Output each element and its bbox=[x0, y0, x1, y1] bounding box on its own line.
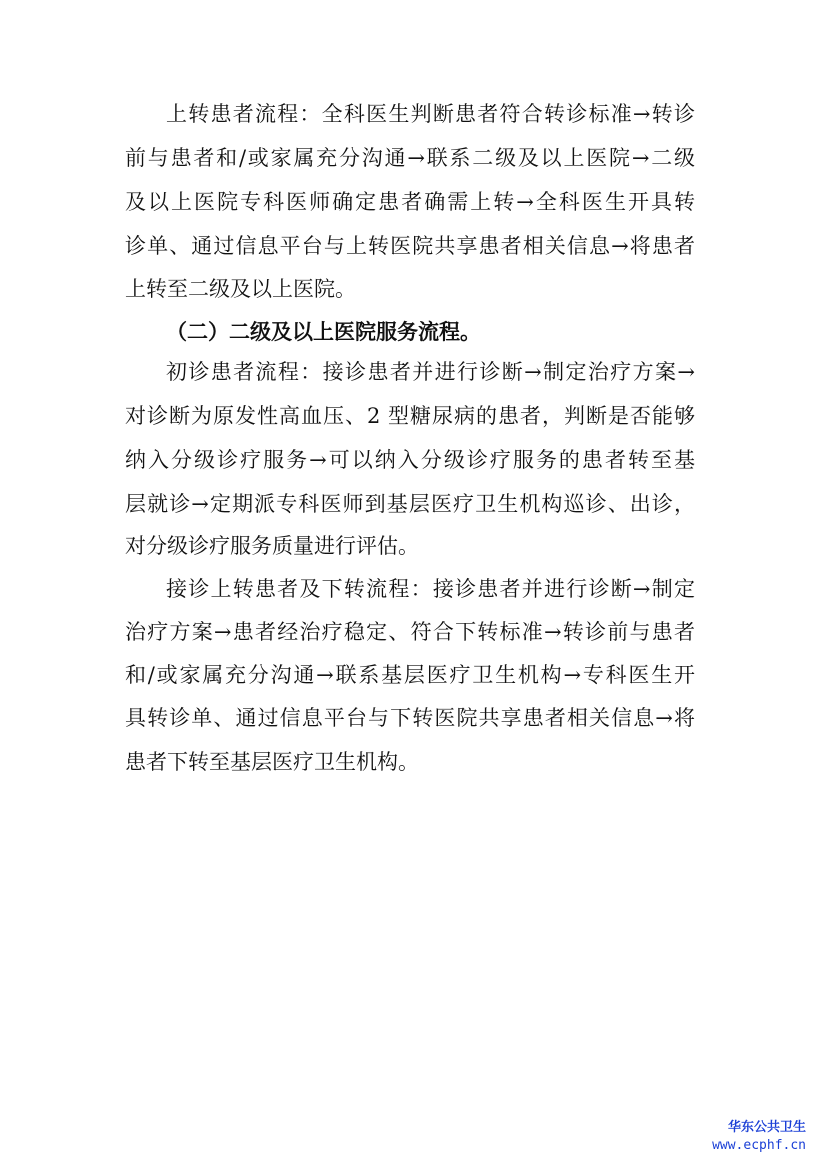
paragraph-2-line-2: 对诊断为原发性高血压、2 型糖尿病的患者，判断是否能够 bbox=[125, 404, 695, 428]
paragraph-3-line-1: 接诊上转患者及下转流程：接诊患者并进行诊断→制定 bbox=[166, 577, 695, 601]
paragraph-1-line-5: 上转至二级及以上医院。 bbox=[125, 277, 356, 301]
paragraph-2-line-3: 纳入分级诊疗服务→可以纳入分级诊疗服务的患者转至基 bbox=[125, 448, 695, 472]
watermark-name: 华东公共卫生 bbox=[727, 1120, 806, 1135]
watermark-url: www.ecphf.cn bbox=[712, 1138, 806, 1153]
paragraph-2-line-1: 初诊患者流程：接诊患者并进行诊断→制定治疗方案→ bbox=[166, 360, 695, 384]
paragraph-1-line-2: 前与患者和/或家属充分沟通→联系二级及以上医院→二级 bbox=[125, 146, 695, 170]
paragraph-1-line-1: 上转患者流程：全科医生判断患者符合转诊标准→转诊 bbox=[166, 102, 695, 126]
paragraph-3-line-3: 和/或家属充分沟通→联系基层医疗卫生机构→专科医生开 bbox=[125, 663, 695, 687]
paragraph-2-line-4: 层就诊→定期派专科医师到基层医疗卫生机构巡诊、出诊， bbox=[125, 492, 695, 516]
section-heading: （二）二级及以上医院服务流程。 bbox=[166, 320, 481, 344]
paragraph-2-line-5: 对分级诊疗服务质量进行评估。 bbox=[125, 534, 419, 558]
paragraph-3-line-2: 治疗方案→患者经治疗稳定、符合下转标准→转诊前与患者 bbox=[125, 620, 695, 644]
paragraph-1-line-3: 及以上医院专科医师确定患者确需上转→全科医生开具转 bbox=[125, 190, 695, 214]
paragraph-3-line-4: 具转诊单、通过信息平台与下转医院共享患者相关信息→将 bbox=[125, 706, 695, 730]
paragraph-3-line-5: 患者下转至基层医疗卫生机构。 bbox=[125, 750, 419, 774]
paragraph-1-line-4: 诊单、通过信息平台与上转医院共享患者相关信息→将患者 bbox=[125, 234, 695, 258]
